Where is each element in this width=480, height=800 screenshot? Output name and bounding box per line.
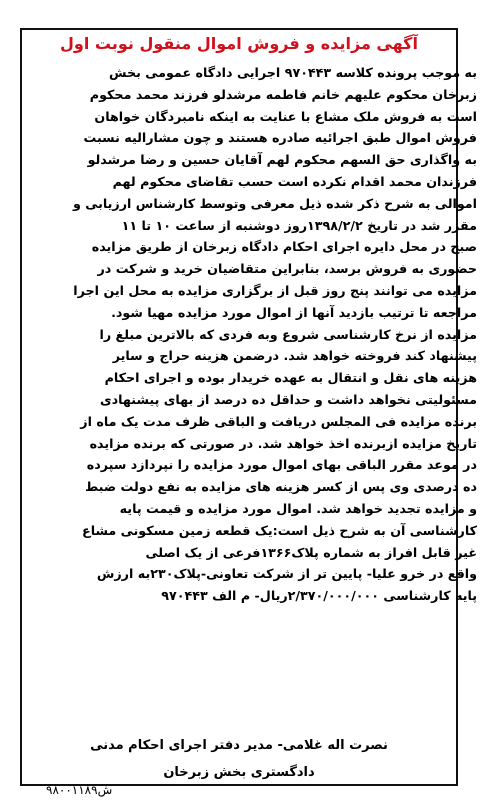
- body-line: پایه کارشناسی ۲/۳۷۰/۰۰۰/۰۰۰ریال- م الف ۹۷۰۴۴۳: [161, 588, 477, 604]
- body-line: حضوری به فروش برسد، بنابراین متقاضیان خرید و شرکت در: [97, 261, 477, 277]
- body-line: صبح در محل دایره اجرای احکام دادگاه زبرخان از طریق مزایده: [91, 239, 477, 255]
- body-line: هزینه های نقل و انتقال به عهده خریدار بوده و اجرای احکام: [104, 370, 477, 386]
- body-line: واقع در خرو علیا- پایین تر از شرکت تعاونی-پلاک۲۳۰به ارزش: [96, 566, 477, 582]
- body-line: برنده مزایده فی المجلس دریافت و الباقی ظرف مدت یک ماه از: [80, 413, 477, 429]
- body-line: ده درصدی وی پس از کسر هزینه های مزایده به نفع دولت ضبط: [85, 479, 477, 495]
- body-line: است به فروش ملک مشاع با عنایت به اینکه نامبردگان خواهان: [94, 108, 477, 124]
- body-line: مقرر شد در تاریخ ۱۳۹۸/۲/۲روز دوشنبه از ساعت ۱۰ تا ۱۱: [121, 217, 477, 233]
- notice-body: [47, 62, 477, 607]
- body-line: پیشنهاد کند فروخته خواهد شد. درضمن هزینه حراج و سایر: [112, 348, 477, 364]
- body-line: کارشناسی آن به شرح ذیل است:یک قطعه زمین مسکونی مشاع: [82, 522, 477, 538]
- body-line: زبرخان محکوم علیهم خانم فاطمه مرشدلو فرزند محمد محکوم: [89, 86, 477, 102]
- body-line: مسئولیتی نخواهد داشت و حداقل ده درصد از بهای پیشنهادی: [100, 391, 477, 407]
- body-line: تاریخ مزایده ازبرنده اخذ خواهد شد. در صورتی که برنده مزایده: [89, 435, 477, 451]
- body-line: غیر قابل افراز به شماره پلاک۱۳۶۶فرعی از یک اصلی: [145, 544, 477, 560]
- body-line: اموالی به شرح ذکر شده ذیل معرفی وتوسط کارشناس ارزیابی و: [73, 195, 477, 211]
- notice-title: آگهی مزایده و فروش اموال منقول نوبت اول: [60, 34, 418, 53]
- signature-name: نصرت اله غلامی- مدیر دفتر اجرای احکام مدنی: [90, 738, 388, 753]
- body-line: مزایده می توانند پنج روز قبل از برگزاری مزایده به محل این اجرا: [73, 282, 477, 298]
- body-line: در موعد مقرر الباقی بهای اموال مورد مزایده را نپردازد سپرده: [86, 457, 477, 473]
- body-line: مزایده از نرخ کارشناسی شروع وبه فردی که بالاترین مبلغ را: [99, 326, 477, 342]
- body-line: به واگذاری حق السهم محکوم لهم آقایان حسین و رضا مرشدلو: [87, 152, 477, 168]
- body-line: به موجب پرونده کلاسه ۹۷۰۴۴۳ اجرایی دادگاه عمومی بخش: [109, 65, 477, 80]
- body-line: فروش اموال طبق اجرائیه صادره هستند و چون مشارالیه نسبت: [83, 130, 477, 146]
- notice-code: ش۹۸۰۰۱۱۸۹: [46, 783, 113, 797]
- body-line: و مزایده تجدید خواهد شد. اموال مورد مزایده و قیمت پایه: [119, 500, 477, 516]
- notice-frame: [20, 28, 477, 797]
- signature-office: دادگستری بخش زبرخان: [163, 765, 315, 780]
- body-line: فرزندان محمد اقدام نکرده است حسب تقاضای محکوم لهم: [112, 173, 477, 189]
- body-line: مراجعه تا ترتیب بازدید آنها از اموال مورد مزایده مهیا شود.: [111, 304, 477, 320]
